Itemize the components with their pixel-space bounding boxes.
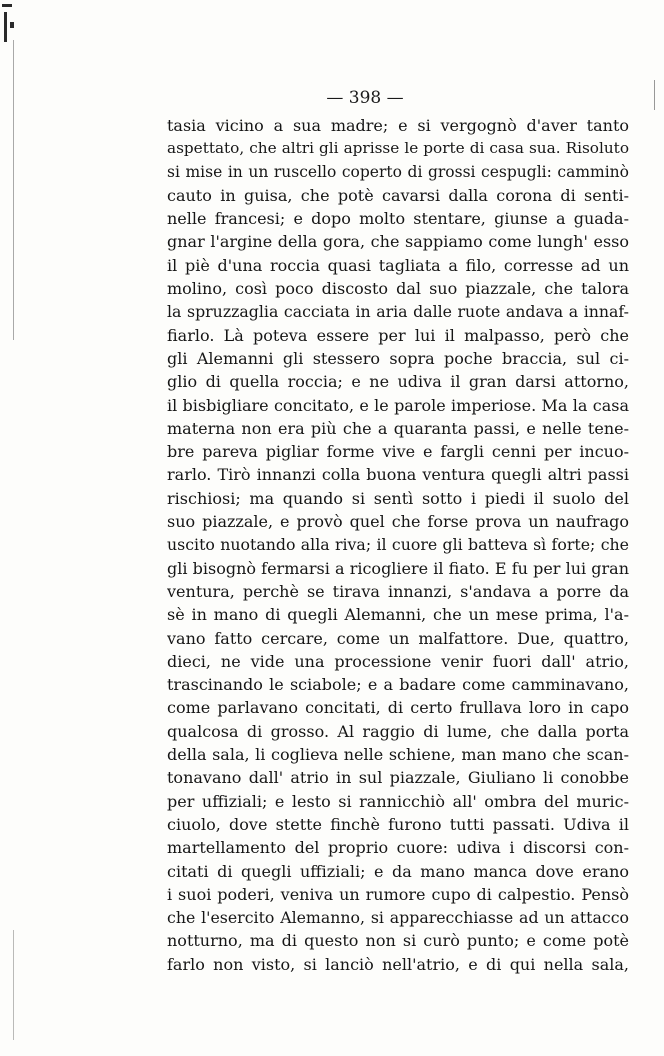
text-line: ciuolo, dove stette finchè furono tutti passati. Udiva il xyxy=(167,814,629,834)
text-line: per uffiziali; e lesto si rannicchiò all' ombra del muric- xyxy=(167,791,629,811)
text-line: fiarlo. Là poteva essere per lui il malpasso, però che xyxy=(167,325,629,345)
scan-edge-mark xyxy=(2,4,12,7)
text-line: nelle francesi; e dopo molto stentare, giunse a guada- xyxy=(167,209,629,229)
text-line: materna non era più che a quaranta passi, e nelle tene- xyxy=(167,418,629,438)
text-line: molino, così poco discosto dal suo piazzale, che talora xyxy=(167,279,629,299)
scan-margin-line xyxy=(13,40,14,340)
text-line: come parlavano concitati, di certo frullava loro in capo xyxy=(167,698,629,718)
text-line: il piè d'una roccia quasi tagliata a filo, corresse ad un xyxy=(167,255,629,275)
text-line: uscito nuotando alla riva; il cuore gli batteva sì forte; che xyxy=(167,535,629,555)
text-line: bre pareva pigliar forme vive e fargli cenni per incuo- xyxy=(167,442,629,462)
text-line: gli bisognò fermarsi a ricogliere il fiato. E fu per lui gran xyxy=(167,558,629,578)
text-line: i suoi poderi, veniva un rumore cupo di calpestio. Pensò xyxy=(167,884,629,904)
text-line: rarlo. Tirò innanzi colla buona ventura quegli altri passi xyxy=(167,465,629,485)
text-line: citati di quegli uffiziali; e da mano manca dove erano xyxy=(167,861,629,881)
body-text xyxy=(167,114,629,976)
text-line: della sala, li coglieva nelle schiene, man mano che scan- xyxy=(167,745,629,765)
text-line: la spruzzaglia cacciata in aria dalle ruote andava a innaf- xyxy=(167,302,629,322)
page-number: — 398 — xyxy=(326,88,404,108)
text-line: trascinando le sciabole; e a badare come camminavano, xyxy=(167,675,629,695)
text-line: che l'esercito Alemanno, si apparecchiasse ad un attacco xyxy=(167,908,629,928)
scan-edge-mark xyxy=(10,22,14,28)
text-line: il bisbigliare concitato, e le parole imperiose. Ma la casa xyxy=(167,395,629,415)
text-line: rischiosi; ma quando si sentì sotto i piedi il suolo del xyxy=(167,488,629,508)
text-line: farlo non visto, si lanciò nell'atrio, e di qui nella sala, xyxy=(167,954,629,974)
text-line: qualcosa di grosso. Al raggio di lume, che dalla porta xyxy=(167,721,629,741)
text-line: gnar l'argine della gora, che sappiamo come lungh' esso xyxy=(167,232,629,252)
text-line: suo piazzale, e provò quel che forse prova un naufrago xyxy=(167,512,629,532)
text-line: notturno, ma di questo non si curò punto; e come potè xyxy=(167,931,629,951)
text-line: si mise in un ruscello coperto di grossi cespugli: camminò xyxy=(167,162,629,181)
scan-margin-line xyxy=(13,930,14,1040)
text-line: sè in mano di quegli Alemanni, che un mese prima, l'a- xyxy=(167,605,629,625)
text-line: gli Alemanni gli stessero sopra poche braccia, sul ci- xyxy=(167,348,629,368)
text-line: dieci, ne vide una processione venir fuori dall' atrio, xyxy=(167,651,629,671)
text-line: glio di quella roccia; e ne udiva il gran darsi attorno, xyxy=(167,372,629,392)
text-line: vano fatto cercare, come un malfattore. Due, quattro, xyxy=(167,628,629,648)
text-line: tonavano dall' atrio in sul piazzale, Giuliano li conobbe xyxy=(167,768,629,788)
text-line: martellamento del proprio cuore: udiva i discorsi con- xyxy=(167,838,629,858)
text-line: tasia vicino a sua madre; e si vergognò d'aver tanto xyxy=(167,116,629,135)
text-line: ventura, perchè se tirava innanzi, s'andava a porre da xyxy=(167,581,629,601)
text-line: aspettato, che altri gli aprisse le porte di casa sua. Risoluto xyxy=(167,139,629,158)
scan-edge-mark xyxy=(4,12,7,42)
text-line: cauto in guisa, che potè cavarsi dalla corona di senti- xyxy=(167,185,629,205)
